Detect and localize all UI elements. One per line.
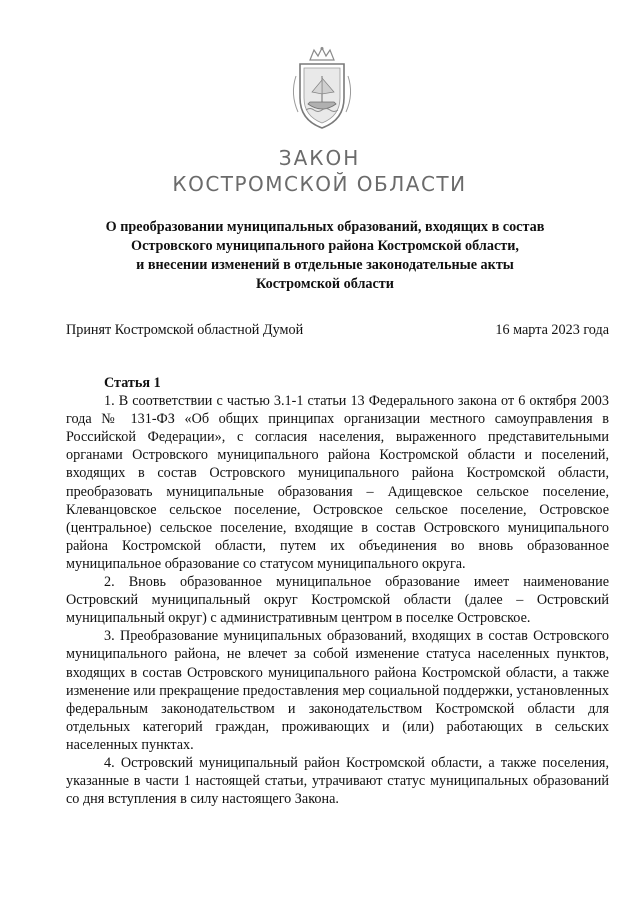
law-heading: ЗАКОН — [278, 146, 361, 170]
article-paragraph: 3. Преобразование муниципальных образований, входящих в состав Островского муниципального района, не влечет за собой изменение статуса населенных пунктов, входящих в состав Островского муниципального района Костромской области, а также изменение или прекращение предоставления мер социальной поддержки, установленных федеральным законодательством и законодательством Костромской области для отдельных категорий граждан, проживающих и (или) работающих в сельских населенных пунктах. — [66, 628, 609, 753]
article-paragraph: 4. Островский муниципальный район Костромской области, а также поселения, указанные в части 1 настоящей статьи, утрачивают статус муниципальных образований со дня вступления в силу настоящего Закона. — [66, 754, 609, 808]
title-line: Островского муниципального района Костромской области, — [131, 238, 519, 254]
coat-of-arms-emblem — [286, 46, 358, 132]
title-line: Костромской области — [256, 276, 394, 292]
adoption-date: 16 марта 2023 года — [495, 322, 609, 338]
article-paragraph: 2. Вновь образованное муниципальное образование имеет наименование Островский муниципальный округ Костромской области (далее – Островский муниципальный округ) с административным центром в поселке Островское. — [66, 574, 609, 627]
region-heading: КОСТРОМСКОЙ ОБЛАСТИ — [172, 172, 467, 196]
article-title: Статья 1 — [104, 375, 161, 391]
article-paragraph: 1. В соответствии с частью 3.1-1 статьи 13 Федерального закона от 6 октября 2003 года № 131-ФЗ «Об общих принципах организации местного самоуправления в Российской Федерации», с согласия населения, выраженного представительными органами Островского муниципального района Костромской области и поселений, входящих в состав Островского муниципального района Костромской области, преобразовать муниципальные образования – Адищевское сельское поселение, Клеванцовское сельское поселение, Островское сельское поселение, Островское (центральное) сельское поселение, входящие в состав Островского муниципального района Костромской области, путем их объединения во вновь образованное муниципальное образование со статусом муниципального округа. — [66, 393, 609, 572]
title-line: О преобразовании муниципальных образований, входящих в состав — [105, 219, 545, 235]
adoption-line — [66, 322, 609, 339]
document-title — [60, 218, 590, 294]
article-body — [66, 374, 609, 808]
adopted-by: Принят Костромской областной Думой — [66, 322, 304, 338]
title-line: и внесении изменений в отдельные законодательные акты — [136, 257, 514, 273]
